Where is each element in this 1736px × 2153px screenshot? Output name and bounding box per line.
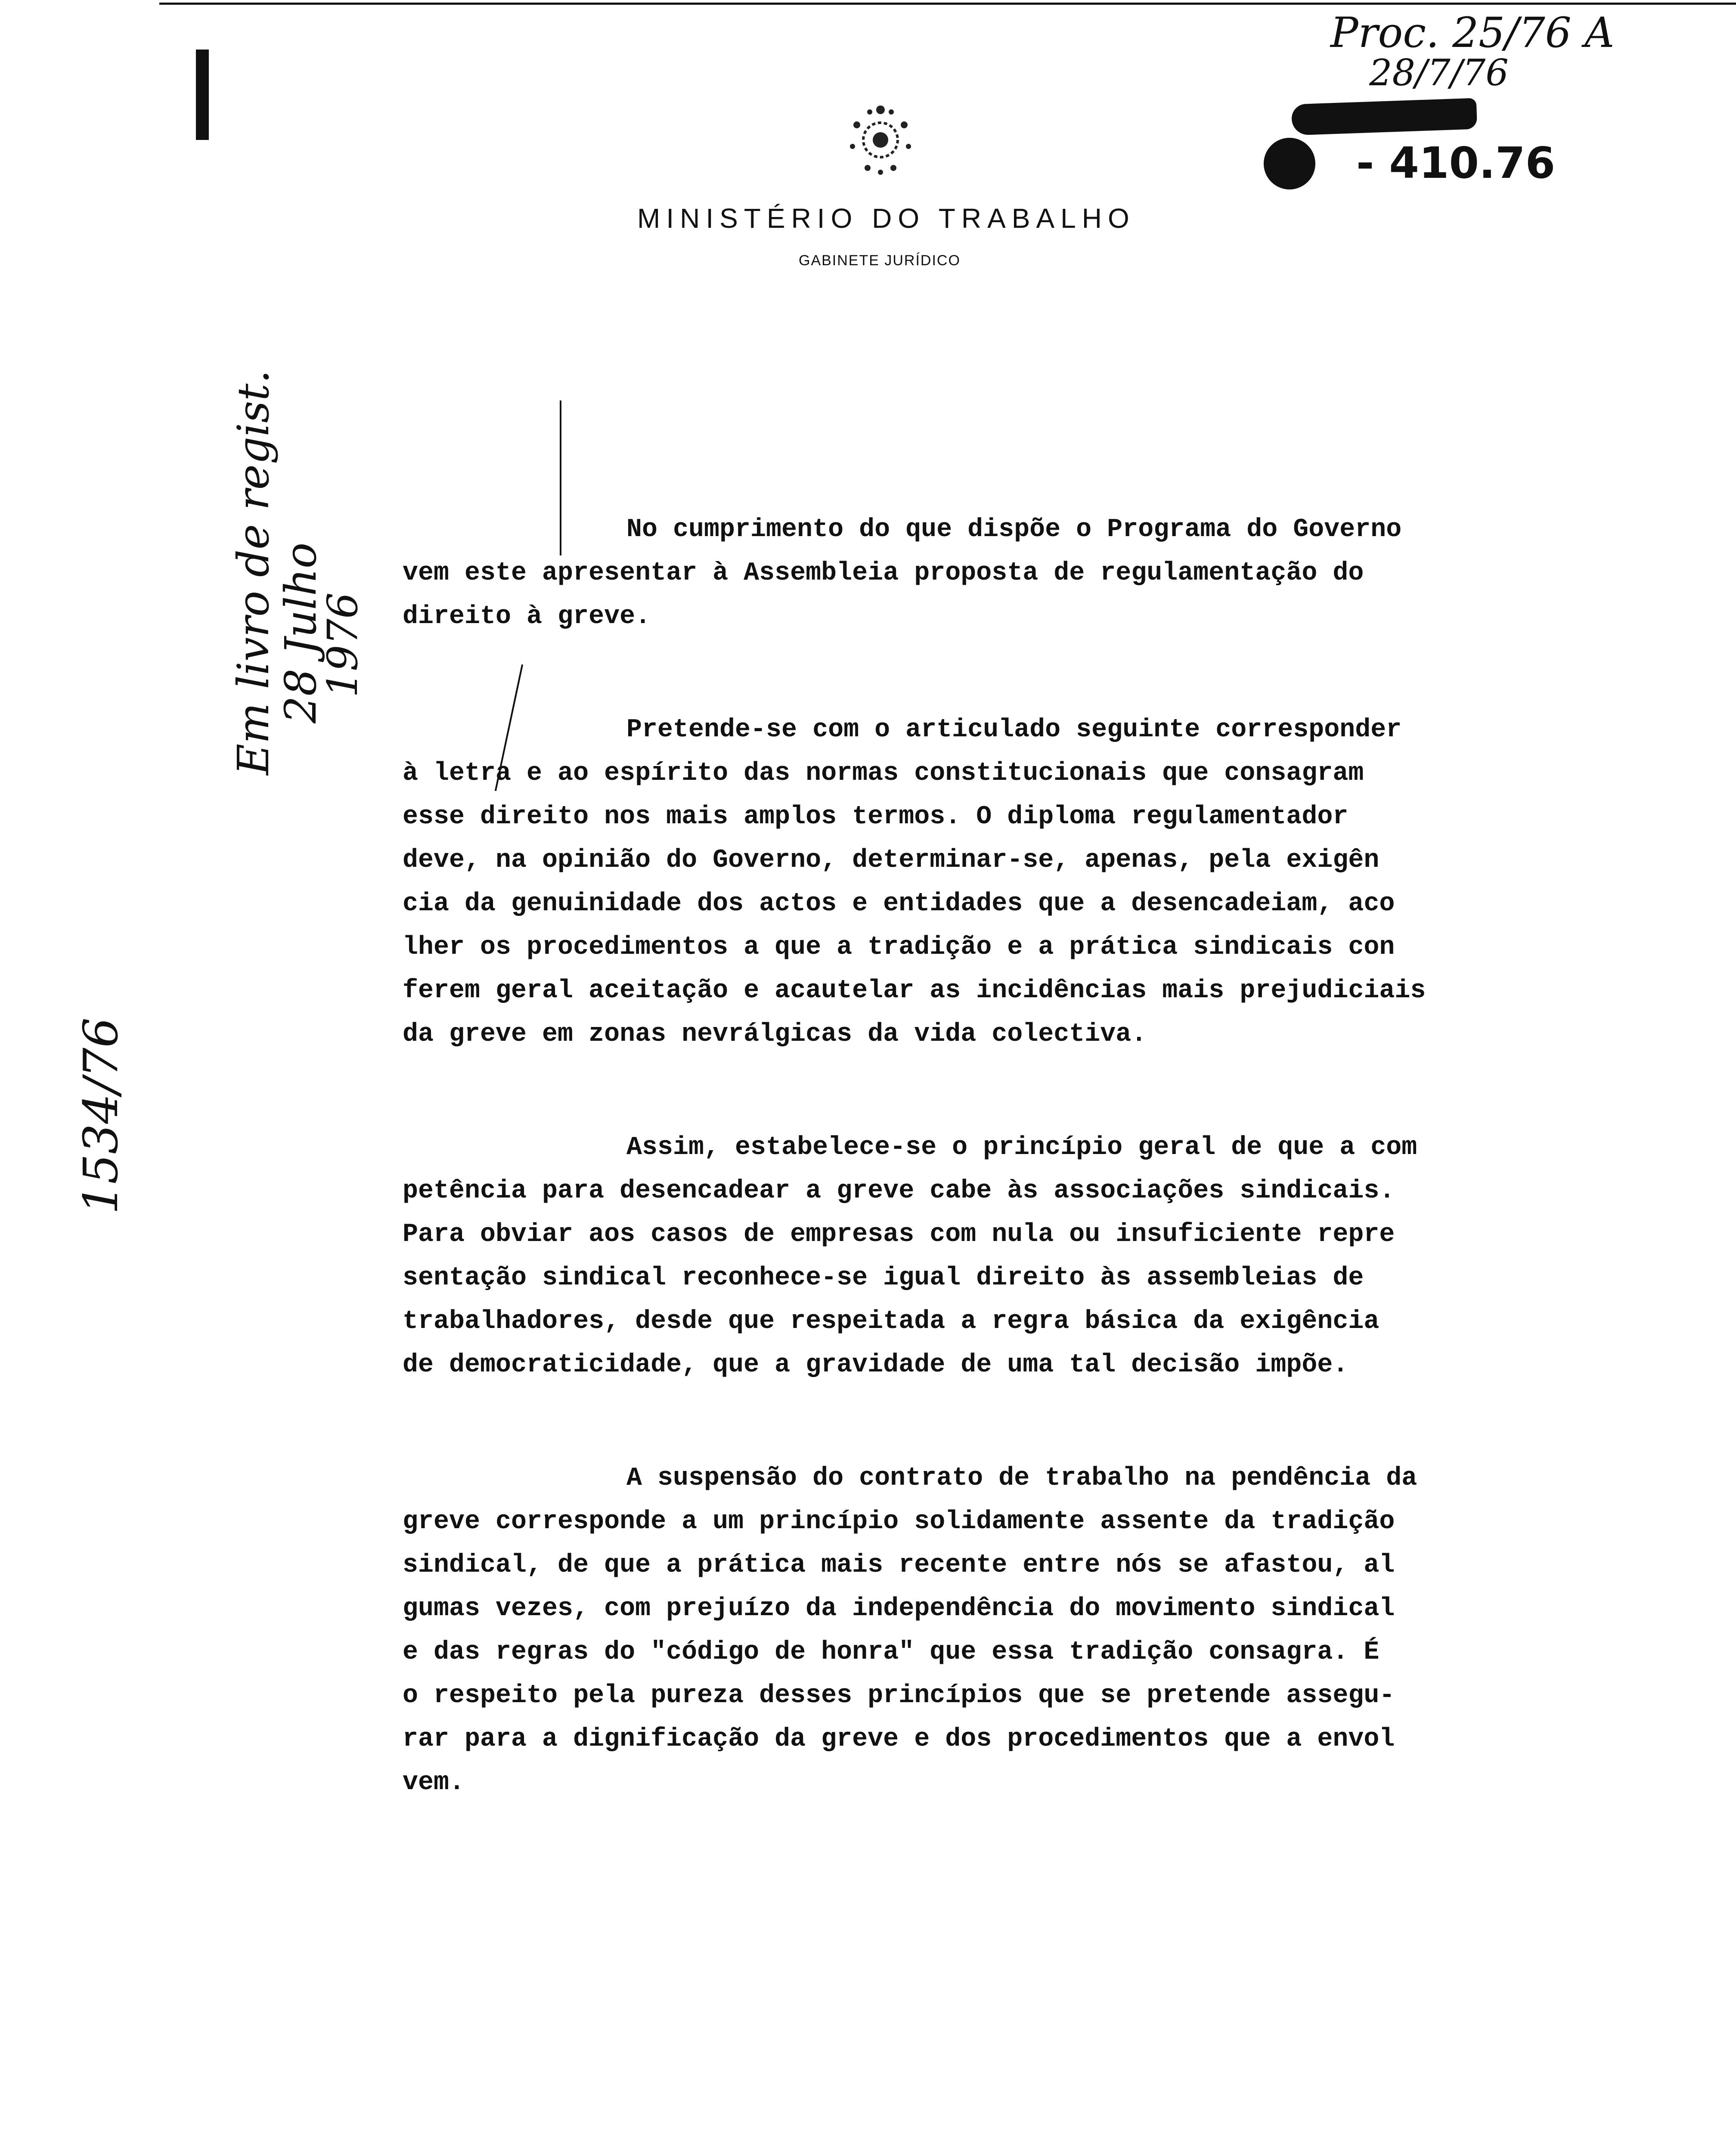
paragraph-3: [403, 1126, 1556, 1387]
cabinet-subtitle: GABINETE JURÍDICO: [799, 252, 961, 269]
ministry-title: MINISTÉRIO DO TRABALHO: [637, 203, 1135, 234]
text-line: lher os procedimentos a que a tradição e a prática sindicais con: [403, 933, 1395, 962]
text-line: cia da genuinidade dos actos e entidades que a desencadeiam, aco: [403, 889, 1395, 918]
paragraph-1: [403, 508, 1556, 639]
text-line: deve, na opinião do Governo, determinar-se, apenas, pela exigên: [403, 846, 1380, 875]
margin-registration-number: 1534/76: [73, 1018, 128, 1214]
text-line: greve corresponde a um princípio solidamente assente da tradição: [403, 1507, 1395, 1536]
text-line: Assim, estabelece-se o princípio geral de que a com: [626, 1133, 1417, 1162]
text-line: e das regras do "código de honra" que essa tradição consagra. É: [403, 1638, 1380, 1667]
margin-note-year: 1976: [319, 592, 367, 698]
margin-note-register: Em livro de regist.: [228, 369, 279, 775]
paragraph-2: [403, 708, 1556, 1056]
coat-of-arms-seal: [827, 99, 934, 181]
margin-note-date: 28 Julho: [276, 542, 326, 723]
text-line: o respeito pela pureza desses princípios que se pretende assegu-: [403, 1681, 1395, 1710]
top-border-line: [159, 3, 1736, 5]
stamp-circle: [1264, 138, 1315, 189]
text-line: A suspensão do contrato de trabalho na pendência da: [626, 1464, 1417, 1493]
handwritten-reference: Proc. 25/76 A: [1330, 9, 1615, 57]
text-line: da greve em zonas nevrálgicas da vida colectiva.: [403, 1020, 1147, 1049]
paragraph-4: [403, 1457, 1556, 1805]
text-line: sindical, de que a prática mais recente entre nós se afastou, al: [403, 1551, 1395, 1580]
redaction-blot: [1291, 98, 1477, 136]
handwritten-date: 28/7/76: [1369, 52, 1509, 94]
text-line: Para obviar aos casos de empresas com nula ou insuficiente repre: [403, 1220, 1395, 1249]
text-line: petência para desencadear a greve cabe às associações sindicais.: [403, 1176, 1395, 1206]
text-line: de democraticidade, que a gravidade de uma tal decisão impõe.: [403, 1350, 1348, 1380]
text-line: gumas vezes, com prejuízo da independência do movimento sindical: [403, 1594, 1395, 1623]
text-line: trabalhadores, desde que respeitada a regra básica da exigência: [403, 1307, 1380, 1336]
text-line: sentação sindical reconhece-se igual direito às assembleias de: [403, 1263, 1364, 1293]
text-line: Pretende-se com o articulado seguinte corresponder: [626, 715, 1402, 745]
text-line: à letra e ao espírito das normas constitucionais que consagram: [403, 759, 1364, 788]
margin-dot: [196, 125, 209, 138]
letter-body: [403, 508, 1556, 1874]
text-line: esse direito nos mais amplos termos. O diploma regulamentador: [403, 802, 1348, 831]
text-line: vem.: [403, 1768, 465, 1797]
text-line: rar para a dignificação da greve e dos procedimentos que a envol: [403, 1725, 1395, 1754]
text-line: No cumprimento do que dispõe o Programa do Governo: [626, 515, 1402, 544]
text-line: direito à greve.: [403, 602, 651, 631]
handwritten-number: - 410.76: [1356, 138, 1556, 188]
text-line: vem este apresentar à Assembleia proposta de regulamentação do: [403, 558, 1364, 588]
text-line: ferem geral aceitação e acautelar as incidências mais prejudiciais: [403, 976, 1426, 1005]
